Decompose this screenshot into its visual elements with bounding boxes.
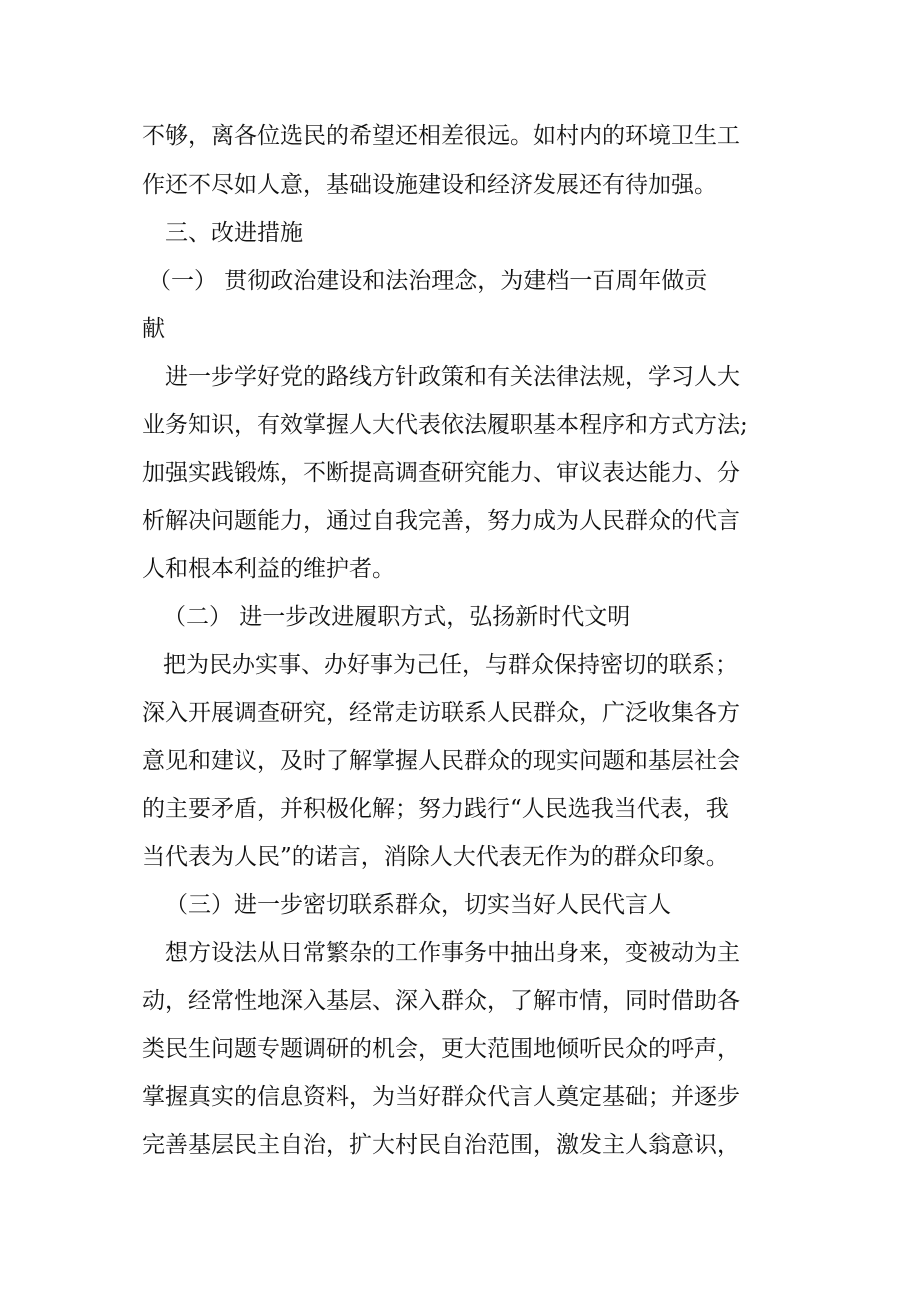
subsection-heading: （三）进一步密切联系群众，切实当好人民代言人 — [165, 892, 671, 918]
body-text-line: 完善基层民主自治，扩大村民自治范围，激发主人翁意识， — [142, 1132, 740, 1158]
body-text-line: 掌握真实的信息资料，为当好群众代言人奠定基础；并逐步 — [142, 1084, 740, 1110]
body-text-line: 的主要矛盾，并积极化解；努力践行“人民选我当代表，我 — [142, 796, 729, 822]
body-text-line: 进一步学好党的路线方针政策和有关法律法规，学习人大 — [165, 364, 740, 390]
subsection-heading-continued: 献 — [142, 316, 165, 342]
body-text-line: 加强实践锻炼，不断提高调查研究能力、审议表达能力、分 — [142, 460, 740, 486]
body-text-line: 动，经常性地深入基层、深入群众，了解市情，同时借助各 — [142, 988, 740, 1014]
body-text-line: 业务知识，有效掌握人大代表依法履职基本程序和方式方法; — [142, 412, 748, 438]
subsection-heading: （二） 进一步改进履职方式，弘扬新时代文明 — [163, 604, 631, 630]
body-text-line: 人和根本利益的维护者。 — [142, 556, 395, 582]
body-text-line: 想方设法从日常繁杂的工作事务中抽出身来，变被动为主 — [165, 940, 740, 966]
body-text-line: 当代表为人民”的诺言，消除人大代表无作为的群众印象。 — [142, 844, 729, 870]
body-text-line: 不够，离各位选民的希望还相差很远。如村内的环境卫生工 — [142, 123, 740, 149]
section-heading: 三、改进措施 — [165, 220, 303, 246]
body-text-line: 深入开展调查研究，经常走访联系人民群众，广泛收集各方 — [142, 700, 740, 726]
subsection-heading: （一） 贯彻政治建设和法治理念，为建档一百周年做贡 — [148, 268, 708, 294]
body-text-line: 作还不尽如人意，基础设施建设和经济发展还有待加强。 — [142, 172, 717, 198]
body-text-line: 类民生问题专题调研的机会，更大范围地倾听民众的呼声， — [142, 1036, 740, 1062]
body-text-line: 意见和建议，及时了解掌握人民群众的现实问题和基层社会 — [142, 748, 740, 774]
body-text-line: 把为民办实事、办好事为己任，与群众保持密切的联系； — [163, 652, 738, 678]
body-text-line: 析解决问题能力，通过自我完善，努力成为人民群众的代言 — [142, 508, 740, 534]
